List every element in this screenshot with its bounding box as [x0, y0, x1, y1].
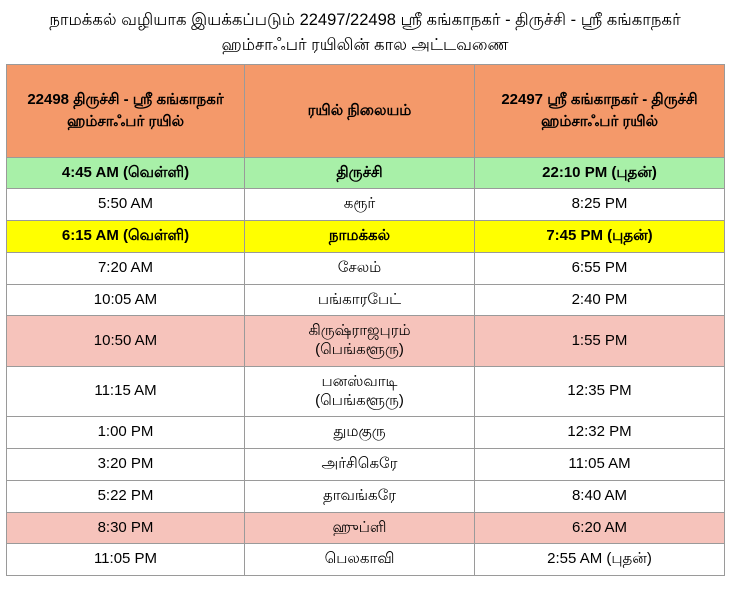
table-container	[0, 64, 730, 577]
table-row	[7, 417, 725, 449]
up-train-time: 2:40 PM	[475, 284, 725, 316]
station-name-primary: துமகுரு	[333, 423, 386, 441]
station-name-primary: பனஸ்வாடி	[321, 372, 398, 390]
station-name	[245, 284, 475, 316]
down-train-time: 1:00 PM	[7, 417, 245, 449]
station-name-primary: திருச்சி	[336, 163, 383, 181]
station-name-primary: கிருஷ்ராஜபுரம்	[308, 322, 411, 340]
station-name-primary: பெலகாவி	[324, 550, 395, 568]
station-name	[245, 221, 475, 253]
down-train-time: 3:20 PM	[7, 449, 245, 481]
station-name	[245, 366, 475, 417]
up-train-time: 6:20 AM	[475, 512, 725, 544]
down-train-time: 5:22 PM	[7, 480, 245, 512]
column-header-station: ரயில் நிலையம்	[245, 64, 475, 157]
table-row	[7, 189, 725, 221]
up-train-time: 1:55 PM	[475, 316, 725, 367]
page-title: நாமக்கல் வழியாக இயக்கப்படும் 22497/22498 ஸ்ரீ கங்காநகர் - திருச்சி - ஸ்ரீ கங்காநகர் ஹம்சாஃபர் ரயிலின் கால அட்டவணை	[49, 11, 681, 54]
table-row	[7, 512, 725, 544]
station-name-primary: சேலம்	[337, 258, 382, 276]
station-name	[245, 512, 475, 544]
station-name	[245, 544, 475, 576]
table-row	[7, 366, 725, 417]
station-name	[245, 417, 475, 449]
train-timetable	[6, 64, 725, 577]
up-train-time: 22:10 PM (புதன்)	[475, 157, 725, 189]
table-row	[7, 480, 725, 512]
station-name-primary: ஹுப்ளி	[332, 518, 387, 536]
table-row	[7, 252, 725, 284]
station-name	[245, 316, 475, 367]
column-header-up-train: 22497 ஸ்ரீ கங்காநகர் - திருச்சி ஹம்சாஃபர் ரயில்	[475, 64, 725, 157]
station-name-primary: அர்சிகெரே	[321, 455, 398, 472]
down-train-time: 6:15 AM (வெள்ளி)	[7, 221, 245, 253]
table-row	[7, 284, 725, 316]
down-train-time: 8:30 PM	[7, 512, 245, 544]
down-train-time: 10:05 AM	[7, 284, 245, 316]
table-row	[7, 157, 725, 189]
station-name-primary: தாவங்கரே	[322, 486, 397, 504]
table-row	[7, 221, 725, 253]
station-name	[245, 252, 475, 284]
table-row	[7, 544, 725, 576]
up-train-time: 2:55 AM (புதன்)	[475, 544, 725, 576]
up-train-time: 7:45 PM (புதன்)	[475, 221, 725, 253]
up-train-time: 8:25 PM	[475, 189, 725, 221]
up-train-time: 12:35 PM	[475, 366, 725, 417]
station-name	[245, 189, 475, 221]
station-name-primary: பங்காரபேட்	[317, 290, 402, 308]
down-train-time: 5:50 AM	[7, 189, 245, 221]
down-train-time: 10:50 AM	[7, 316, 245, 367]
down-train-time: 11:05 PM	[7, 544, 245, 576]
header-row	[7, 64, 725, 157]
up-train-time: 8:40 AM	[475, 480, 725, 512]
station-name	[245, 480, 475, 512]
station-name-primary: நாமக்கல்	[328, 227, 391, 244]
table-header	[7, 64, 725, 157]
down-train-time: 7:20 AM	[7, 252, 245, 284]
station-name	[245, 449, 475, 481]
up-train-time: 6:55 PM	[475, 252, 725, 284]
station-name	[245, 157, 475, 189]
up-train-time: 11:05 AM	[475, 449, 725, 481]
table-body	[7, 157, 725, 576]
down-train-time: 4:45 AM (வெள்ளி)	[7, 157, 245, 189]
up-train-time: 12:32 PM	[475, 417, 725, 449]
down-train-time: 11:15 AM	[7, 366, 245, 417]
table-row	[7, 449, 725, 481]
table-row	[7, 316, 725, 367]
station-name-secondary: (பெங்களூரு)	[315, 391, 404, 409]
station-name-secondary: (பெங்களூரு)	[315, 341, 404, 358]
station-name-primary: கரூர்	[343, 195, 376, 213]
column-header-down-train: 22498 திருச்சி - ஸ்ரீ கங்காநகர் ஹம்சாஃபர் ரயில்	[7, 64, 245, 157]
